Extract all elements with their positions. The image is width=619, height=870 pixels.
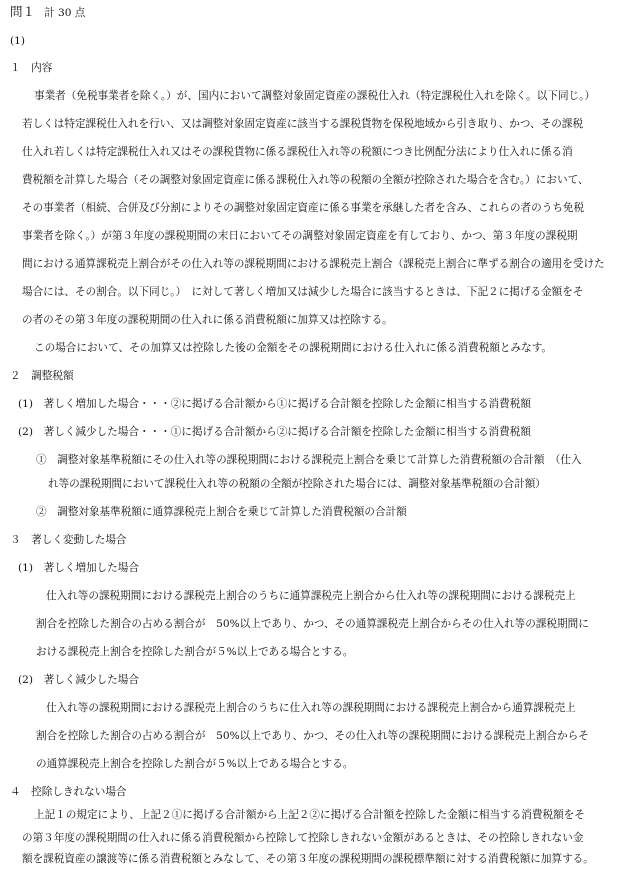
s1-para1-line: 間における通算課税売上割合がその仕入れ等の課税期間における課税売上割合（課税売上割合に準ずる割合の適用を受けた [22,258,605,270]
s2-circle-1-line: ① 調整対象基準税額にその仕入れ等の課税期間における課税売上割合を乗じて計算した消費税額の合計額 （仕入 [36,454,582,466]
s3-sub-2-line: の通算課税売上割合を控除した割合が５%以上である場合とする。 [36,758,354,770]
s2-item-2: (2) 著しく減少した場合・・・①に掲げる合計額から②に掲げる合計額を控除した金額に相当する消費税額 [18,426,531,438]
s4-line: 上記１の規定により、上記２①に掲げる合計額から上記２②に掲げる合計額を控除した金額に相当する消費税額をそ [34,809,585,821]
s1-para1-line: その事業者（相続、合併及び分割によりその調整対象固定資産に係る事業を承継した者を含み、これらの者のうち免税 [22,202,585,214]
s3-sub-1-line: おける課税売上割合を控除した割合が５%以上である場合とする。 [36,646,354,658]
s3-sub-2-line: 割合を控除した割合の占める割合が 50%以上であり、かつ、その仕入れ等の課税期間における課税売上割合からそ [36,730,589,742]
s2-circle-2: ② 調整対象基準税額に通算課税売上割合を乗じて計算した消費税額の合計額 [36,506,407,518]
s1-para2: この場合において、その加算又は控除した後の金額をその課税期間における仕入れに係る消費税額とみなす。 [34,342,553,354]
s4-line: の第３年度の課税期間の仕入れに係る消費税額から控除して控除しきれない金額があるときは、その控除しきれない金 [22,832,584,844]
s3-sub-1-line: 仕入れ等の課税期間における課税売上割合のうちに通算課税売上割合から仕入れ等の課税期間における課税売上 [46,590,576,602]
s1-para1-line: 若しくは特定課税仕入れを行い、又は調整対象固定資産に該当する課税貨物を保税地域から引き取り、かつ、その課税 [22,118,584,130]
question-points: 計 30 点 [44,7,86,19]
s2-circle-1-line: れ等の課税期間において課税仕入れ等の税額の全額が控除された場合には、調整対象基準税額の合計額） [48,478,546,490]
s1-para1-line: 仕入れ若しくは特定課税仕入れ又はその課税貨物に係る課税仕入れ等の税額につき比例配分法により仕入れに係る消 [22,146,573,158]
s3-sub-2-line: 仕入れ等の課税期間における課税売上割合のうちに仕入れ等の課税期間における課税売上割合から通算課税売上 [46,702,576,714]
s1-para1-line: 場合には、その割合。以下同じ。） に対して著しく増加又は減少した場合に該当するときは、下記２に掲げる金額をそ [22,286,584,298]
section-4-heading: ４ 控除しきれない場合 [10,786,127,798]
s2-item-1: (1) 著しく増加した場合・・・②に掲げる合計額から①に掲げる合計額を控除した金額に相当する消費税額 [18,398,531,410]
section-1-heading: １ 内容 [10,62,53,74]
section-3-heading: ３ 著しく変動した場合 [10,534,127,546]
section-2-heading: ２ 調整税額 [10,370,74,382]
s3-sub-1-heading: (1) 著しく増加した場合 [18,562,139,574]
s3-sub-1-line: 割合を控除した割合の占める割合が 50%以上であり、かつ、その通算課税売上割合からその仕入れ等の課税期間に [36,618,589,630]
s4-line: 額を課税資産の譲渡等に係る消費税額とみなして、その第３年度の課税期間の課税標準額に対する消費税額に加算する。 [22,853,594,865]
s1-para1-line: 事業者を除く。）が第３年度の課税期間の末日においてその調整対象固定資産を有しており、かつ、第３年度の課税期 [22,230,578,242]
question-number: 問１ [10,4,36,19]
s1-para1-line: 費税額を計算した場合（その調整対象固定資産に係る課税仕入れ等の税額の全額が控除された場合を含む。）において、 [22,174,589,186]
s1-para1-line: 事業者（免税事業者を除く。）が、国内において調整対象固定資産の課税仕入れ（特定課税仕入れを除く。以下同じ。） [34,90,596,102]
sub-number: (1) [10,35,26,47]
s3-sub-2-heading: (2) 著しく減少した場合 [18,674,139,686]
s1-para1-line: の者のその第３年度の課税期間の仕入れに係る消費税額に加算又は控除する。 [22,314,393,326]
